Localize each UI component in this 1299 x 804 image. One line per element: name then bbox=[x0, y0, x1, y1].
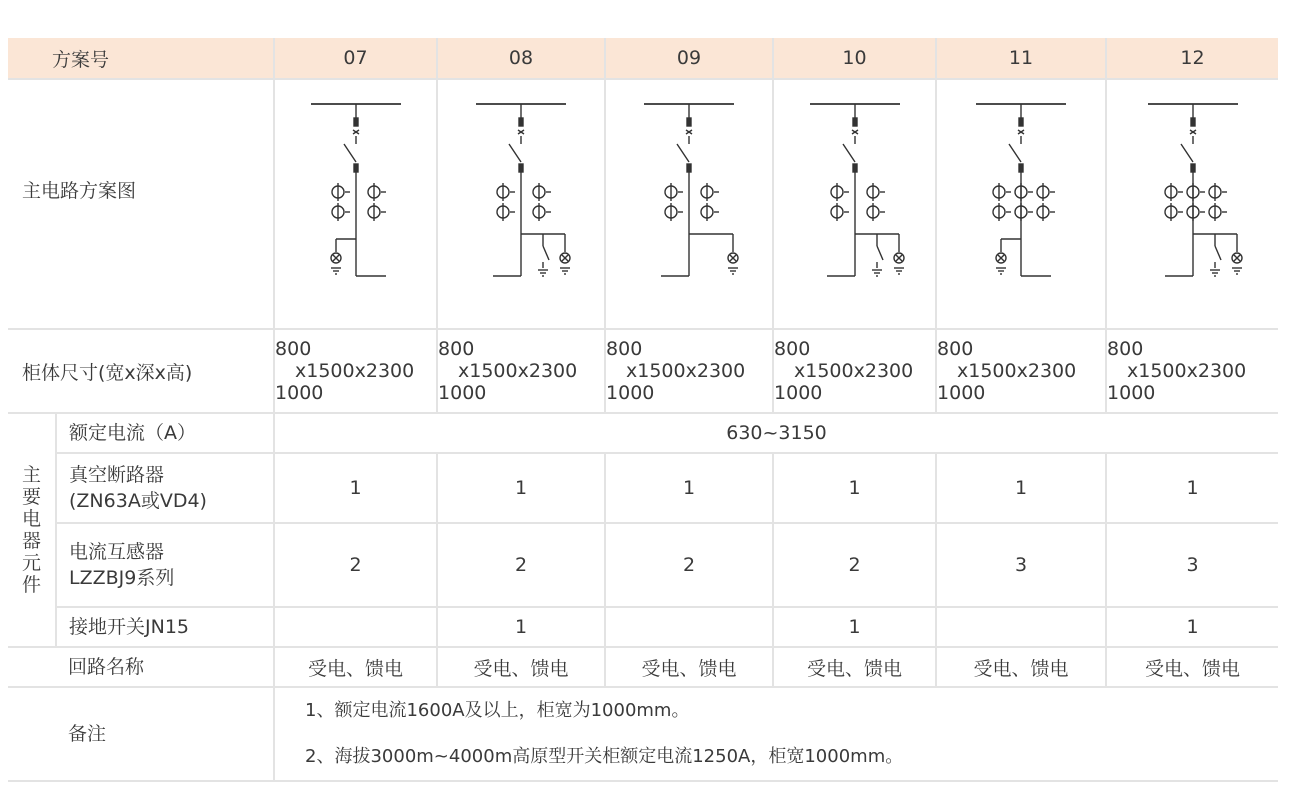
circuit-name: 受电、馈电 bbox=[437, 647, 605, 687]
breaker-row bbox=[8, 453, 1278, 523]
circuit-name: 受电、馈电 bbox=[1106, 647, 1278, 687]
contact-icon bbox=[853, 164, 857, 172]
earth-switch-count bbox=[274, 607, 437, 647]
breaker-count: 1 bbox=[1106, 453, 1278, 523]
circuit-diagram-cell bbox=[605, 79, 773, 329]
earth-switch-count: 1 bbox=[773, 607, 936, 647]
diagram-row-label: 主电路方案图 bbox=[8, 79, 274, 329]
earth-switch-row bbox=[8, 607, 1278, 647]
contact-icon bbox=[687, 118, 691, 126]
scheme-number: 11 bbox=[936, 38, 1106, 79]
breaker-icon bbox=[1181, 144, 1193, 162]
ct-count: 3 bbox=[936, 523, 1106, 607]
note-line: 2、海拔3000m~4000m高原型开关柜额定电流1250A，柜宽1000mm。 bbox=[305, 746, 904, 767]
circuit-diagram-cell bbox=[1106, 79, 1278, 329]
circuit-diagram bbox=[446, 84, 596, 324]
breaker-count: 1 bbox=[605, 453, 773, 523]
breaker-label: 真空断路器 (ZN63A或VD4) bbox=[56, 453, 274, 523]
ct-count: 2 bbox=[437, 523, 605, 607]
ct-label: 电流互感器 LZZBJ9系列 bbox=[56, 523, 274, 607]
breaker-icon bbox=[677, 144, 689, 162]
dimension-label: 柜体尺寸(宽x深x高) bbox=[8, 329, 274, 413]
earth-switch-count bbox=[605, 607, 773, 647]
notes-text bbox=[274, 687, 1278, 781]
contact-icon bbox=[1191, 164, 1195, 172]
dimension-cell: 800 x1500x2300 1000 bbox=[437, 329, 605, 413]
contact-icon bbox=[687, 164, 691, 172]
scheme-number-label: 方案号 bbox=[8, 38, 274, 79]
earth-switch-icon bbox=[1215, 246, 1221, 260]
dimension-cell: 800 x1500x2300 1000 bbox=[274, 329, 437, 413]
scheme-number: 10 bbox=[773, 38, 936, 79]
circuit-name: 受电、馈电 bbox=[274, 647, 437, 687]
ct-count: 3 bbox=[1106, 523, 1278, 607]
ct-count: 2 bbox=[605, 523, 773, 607]
dimension-row bbox=[8, 329, 1278, 413]
earth-switch-count: 1 bbox=[437, 607, 605, 647]
diagram-row bbox=[8, 79, 1278, 329]
circuit-name-label: 回路名称 bbox=[56, 647, 274, 687]
circuit-name: 受电、馈电 bbox=[773, 647, 936, 687]
circuit-diagram-cell bbox=[437, 79, 605, 329]
dimension-cell: 800 x1500x2300 1000 bbox=[936, 329, 1106, 413]
scheme-table bbox=[8, 38, 1278, 782]
ct-row bbox=[8, 523, 1278, 607]
scheme-number: 09 bbox=[605, 38, 773, 79]
scheme-number: 12 bbox=[1106, 38, 1278, 79]
circuit-diagram-cell bbox=[274, 79, 437, 329]
circuit-diagram bbox=[1118, 84, 1268, 324]
circuit-name: 受电、馈电 bbox=[605, 647, 773, 687]
note-line: 1、额定电流1600A及以上，柜宽为1000mm。 bbox=[305, 700, 690, 721]
circuit-diagram bbox=[614, 84, 764, 324]
earth-switch-icon bbox=[543, 246, 549, 260]
circuit-diagram-cell bbox=[773, 79, 936, 329]
contact-icon bbox=[519, 118, 523, 126]
rated-current-row bbox=[8, 413, 1278, 453]
breaker-count: 1 bbox=[437, 453, 605, 523]
ct-count: 2 bbox=[773, 523, 936, 607]
contact-icon bbox=[354, 164, 358, 172]
circuit-diagram-cell bbox=[936, 79, 1106, 329]
breaker-count: 1 bbox=[274, 453, 437, 523]
dimension-cell: 800 x1500x2300 1000 bbox=[605, 329, 773, 413]
breaker-icon bbox=[509, 144, 521, 162]
breaker-icon bbox=[1009, 144, 1021, 162]
contact-icon bbox=[1019, 118, 1023, 126]
scheme-number: 08 bbox=[437, 38, 605, 79]
breaker-count: 1 bbox=[773, 453, 936, 523]
contact-icon bbox=[853, 118, 857, 126]
components-group-label: 主 要 电 器 元 件 bbox=[8, 413, 56, 647]
notes-label: 备注 bbox=[56, 687, 274, 781]
breaker-count: 1 bbox=[936, 453, 1106, 523]
earth-switch-count bbox=[936, 607, 1106, 647]
circuit-name: 受电、馈电 bbox=[936, 647, 1106, 687]
circuit-diagram bbox=[281, 84, 431, 324]
circuit-diagram bbox=[946, 84, 1096, 324]
earth-switch-count: 1 bbox=[1106, 607, 1278, 647]
scheme-number: 07 bbox=[274, 38, 437, 79]
earth-switch-label: 接地开关JN15 bbox=[56, 607, 274, 647]
notes-row bbox=[8, 687, 1278, 781]
circuit-diagram bbox=[780, 84, 930, 324]
header-row bbox=[8, 38, 1278, 79]
dimension-cell: 800 x1500x2300 1000 bbox=[773, 329, 936, 413]
earth-switch-icon bbox=[877, 246, 883, 260]
ct-count: 2 bbox=[274, 523, 437, 607]
circuit-name-row bbox=[8, 647, 1278, 687]
rated-current-value: 630~3150 bbox=[274, 413, 1278, 453]
breaker-icon bbox=[843, 144, 855, 162]
contact-icon bbox=[1191, 118, 1195, 126]
contact-icon bbox=[354, 118, 358, 126]
breaker-icon bbox=[344, 144, 356, 162]
dimension-cell: 800 x1500x2300 1000 bbox=[1106, 329, 1278, 413]
rated-current-label: 额定电流（A） bbox=[56, 413, 274, 453]
contact-icon bbox=[1019, 164, 1023, 172]
contact-icon bbox=[519, 164, 523, 172]
